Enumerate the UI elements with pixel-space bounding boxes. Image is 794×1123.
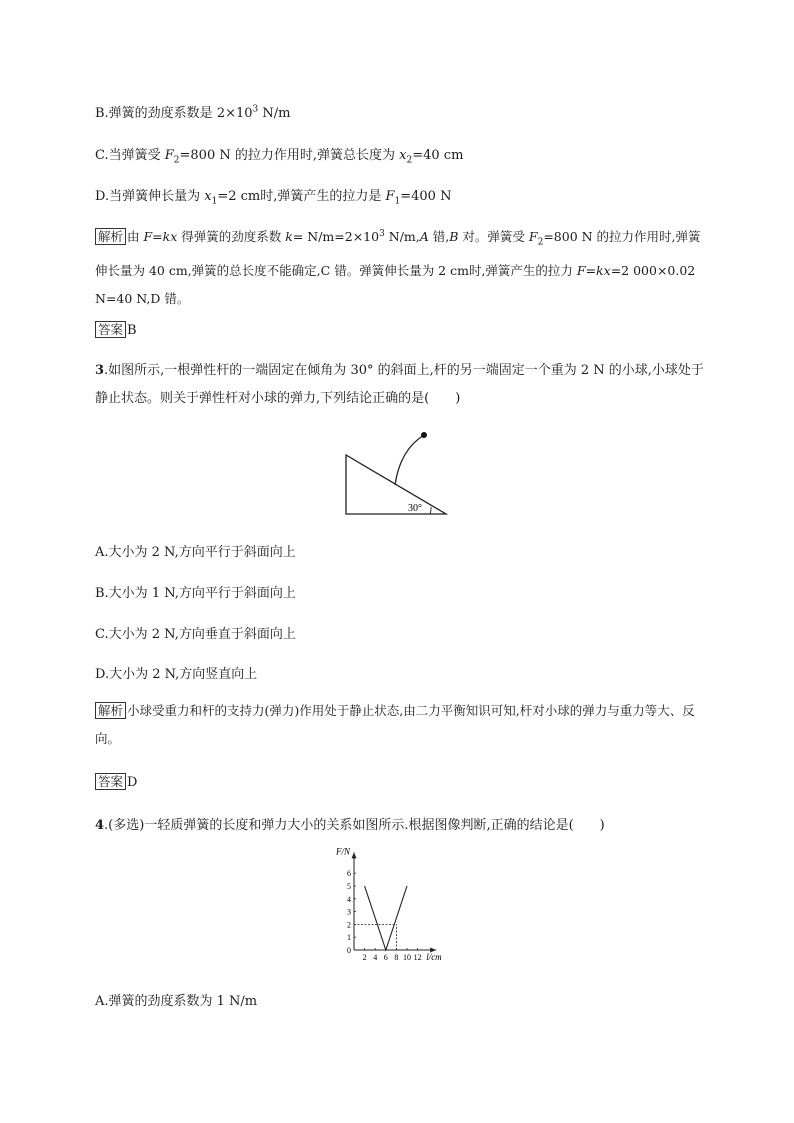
q2-option-d-mid: =2 cm时,弹簧产生的拉力是 xyxy=(217,189,386,204)
q2-analysis-f3: F=kx xyxy=(576,262,611,278)
y-tick-label: 6 xyxy=(347,869,351,879)
q4-force-length-chart xyxy=(330,846,465,965)
q2-analysis-f2: F xyxy=(528,229,538,245)
y-tick-label: 4 xyxy=(347,894,351,904)
q2-option-c-sub2: 2 xyxy=(406,155,413,166)
q3-answer xyxy=(95,772,137,790)
y-tick-label: 1 xyxy=(347,933,351,943)
y-axis-arrow xyxy=(352,852,357,858)
y-tick-label: 2 xyxy=(347,920,351,930)
q2-option-d-sub: 1 xyxy=(211,196,218,207)
series-line xyxy=(365,886,407,950)
q2-answer xyxy=(95,320,137,338)
q2-option-c-text: C.当弹簧受 xyxy=(95,148,165,163)
q2-analysis-b: B xyxy=(449,229,459,245)
analysis-tag: 解析 xyxy=(95,702,126,719)
x-tick-label: 4 xyxy=(373,953,378,962)
analysis-tag: 解析 xyxy=(95,228,126,245)
q2-option-d xyxy=(95,185,451,207)
q2-analysis-t1: 由 xyxy=(127,229,144,245)
q2-option-d-var2: F xyxy=(385,189,395,204)
q2-option-b-exponent: 3 xyxy=(252,104,259,115)
q3-option-d: D.大小为 2 N,方向竖直向上 xyxy=(95,667,258,682)
q2-analysis-formula: F=kx xyxy=(143,229,178,245)
x-tick-label: 2 xyxy=(362,953,367,962)
q2-analysis-t4: N/m, xyxy=(384,229,420,245)
q2-option-c-mid: =800 N 的拉力作用时,弹簧总长度为 xyxy=(179,148,400,163)
q2-option-b xyxy=(95,102,290,121)
question-text: .如图所示,一根弹性杆的一端固定在倾角为 30° 的斜面上,杆的另一端固定一个重为 2 N 的小球,小球处于静止状态。则关于弹性杆对小球的弹力,下列结论正确的是( ) xyxy=(95,363,704,406)
question-text: .(多选)一轻质弹簧的长度和弹力大小的关系如图所示.根据图像判断,正确的结论是( ) xyxy=(104,818,605,833)
q2-option-c xyxy=(95,144,463,166)
q2-analysis-t3: = N/m=2×10 xyxy=(292,229,380,245)
q2-analysis-t7: =800 N 的拉力作用时,弹簧伸长量为 40 cm,弹簧的总长度不能确定,C 错。弹簧伸长量为 2 cm时,弹簧产生的拉力 xyxy=(95,229,701,278)
y-tick-label: 5 xyxy=(347,882,351,891)
x-axis-label: l/cm xyxy=(426,952,442,962)
angle-label: 30° xyxy=(408,503,422,514)
y-tick-label: 3 xyxy=(347,907,351,917)
q2-analysis-a: A xyxy=(419,229,429,245)
q3-analysis xyxy=(95,697,710,753)
q2-analysis xyxy=(95,220,710,313)
q2-analysis-t6: 对。弹簧受 xyxy=(458,229,529,245)
q2-analysis-k: k xyxy=(285,229,293,245)
q3-option-a: A.大小为 2 N,方向平行于斜面向上 xyxy=(95,545,296,560)
q2-analysis-sup: 3 xyxy=(379,229,385,239)
x-tick-label: 8 xyxy=(394,953,399,962)
q2-option-d-text: D.当弹簧伸长量为 xyxy=(95,189,205,204)
q2-analysis-sub: 2 xyxy=(537,237,544,248)
q3-option-c: C.大小为 2 N,方向垂直于斜面向上 xyxy=(95,627,296,642)
q2-analysis-t2: 得弹簧的劲度系数 xyxy=(177,229,286,245)
q3-incline-figure xyxy=(340,425,455,520)
q2-option-c-var2: x xyxy=(399,148,407,163)
q2-analysis-t5: 错, xyxy=(428,229,450,245)
answer-value: B xyxy=(127,323,137,338)
angle-arc xyxy=(430,507,431,514)
x-tick-label: 10 xyxy=(403,953,411,962)
y-axis-label: F/N xyxy=(335,846,350,857)
q2-option-c-post: =40 cm xyxy=(412,148,464,163)
q2-option-d-post: =400 N xyxy=(400,189,452,204)
q2-option-c-var: F xyxy=(164,148,174,163)
q3-stem xyxy=(95,357,710,413)
answer-value: D xyxy=(127,775,138,790)
answer-tag: 答案 xyxy=(95,321,126,338)
ball xyxy=(421,432,427,438)
question-number: 3 xyxy=(95,363,105,378)
question-number: 4 xyxy=(95,818,105,833)
q2-analysis-t8: =2 000×0.02 N=40 N,D 错。 xyxy=(95,262,696,306)
q2-option-c-sub: 2 xyxy=(173,155,180,166)
q2-option-d-sub2: 1 xyxy=(394,196,401,207)
q2-option-d-var: x xyxy=(204,189,212,204)
answer-tag: 答案 xyxy=(95,773,126,790)
elastic-rod xyxy=(395,435,424,485)
analysis-text: 小球受重力和杆的支持力(弹力)作用处于静止状态,由二力平衡知识可知,杆对小球的弹力与重力等大、反向。 xyxy=(95,703,695,746)
incline-triangle xyxy=(346,455,446,514)
q3-option-b: B.大小为 1 N,方向平行于斜面向上 xyxy=(95,586,296,601)
origin-label: 0 xyxy=(347,946,351,955)
q2-option-b-text: B.弹簧的劲度系数是 2×10 xyxy=(95,106,253,121)
x-tick-label: 12 xyxy=(413,953,422,962)
q4-option-a: A.弹簧的劲度系数为 1 N/m xyxy=(95,994,258,1009)
x-tick-label: 6 xyxy=(383,953,388,962)
q4-stem xyxy=(95,814,605,833)
q2-option-b-unit: N/m xyxy=(258,106,291,121)
